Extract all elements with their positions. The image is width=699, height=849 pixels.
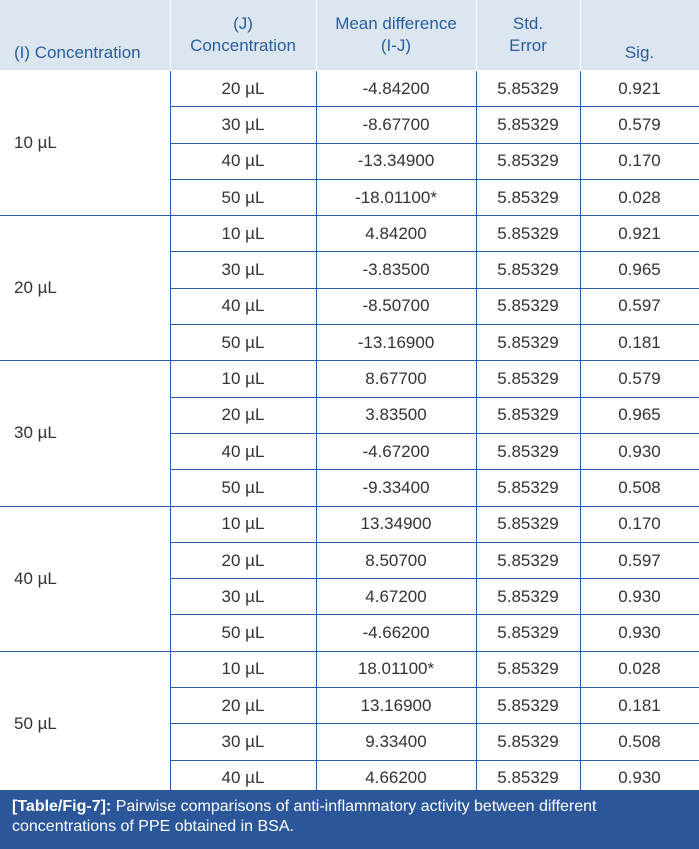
group-label-i-concentration: 50 µL [0, 651, 170, 796]
header-se-line2: Error [509, 36, 547, 55]
cell-j-concentration: 40 µL [170, 143, 316, 179]
cell-std-error: 5.85329 [476, 143, 580, 179]
cell-std-error: 5.85329 [476, 397, 580, 433]
header-mean-difference [316, 0, 476, 71]
cell-j-concentration: 20 µL [170, 397, 316, 433]
cell-mean-difference: -3.83500 [316, 252, 476, 288]
cell-sig: 0.579 [580, 107, 699, 143]
cell-j-concentration: 20 µL [170, 688, 316, 724]
cell-sig: 0.181 [580, 688, 699, 724]
table-body [0, 71, 699, 797]
group-label-i-concentration: 10 µL [0, 71, 170, 216]
cell-j-concentration: 30 µL [170, 252, 316, 288]
cell-sig: 0.930 [580, 433, 699, 469]
group-label-i-concentration: 30 µL [0, 361, 170, 506]
cell-std-error: 5.85329 [476, 361, 580, 397]
cell-j-concentration: 10 µL [170, 506, 316, 542]
cell-mean-difference: -8.67700 [316, 107, 476, 143]
cell-mean-difference: 3.83500 [316, 397, 476, 433]
caption-text: Pairwise comparisons of anti-inflammatory activity between different concentrations of PPE obtained in BSA. [12, 798, 597, 835]
cell-mean-difference: 4.84200 [316, 216, 476, 252]
cell-std-error: 5.85329 [476, 760, 580, 796]
cell-mean-difference: -9.33400 [316, 470, 476, 506]
table-row [0, 361, 699, 397]
cell-mean-difference: -4.66200 [316, 615, 476, 651]
cell-std-error: 5.85329 [476, 470, 580, 506]
cell-std-error: 5.85329 [476, 724, 580, 760]
group-label-i-concentration: 40 µL [0, 506, 170, 651]
cell-sig: 0.170 [580, 143, 699, 179]
table-row [0, 506, 699, 542]
header-mean-line1: Mean difference [335, 14, 457, 33]
cell-sig: 0.921 [580, 216, 699, 252]
cell-mean-difference: -4.67200 [316, 433, 476, 469]
cell-j-concentration: 50 µL [170, 615, 316, 651]
cell-std-error: 5.85329 [476, 216, 580, 252]
cell-sig: 0.965 [580, 252, 699, 288]
cell-j-concentration: 30 µL [170, 107, 316, 143]
cell-std-error: 5.85329 [476, 325, 580, 361]
cell-std-error: 5.85329 [476, 651, 580, 687]
cell-sig: 0.028 [580, 179, 699, 215]
figure-caption [0, 790, 699, 849]
header-se-line1: Std. [512, 14, 544, 33]
cell-mean-difference: 9.33400 [316, 724, 476, 760]
cell-j-concentration: 10 µL [170, 651, 316, 687]
cell-mean-difference: -8.50700 [316, 288, 476, 324]
header-i-concentration: (I) Concentration [0, 0, 170, 71]
cell-mean-difference: -13.34900 [316, 143, 476, 179]
cell-mean-difference: -18.01100* [316, 179, 476, 215]
header-std-error [476, 0, 580, 71]
cell-std-error: 5.85329 [476, 71, 580, 107]
group-label-i-concentration: 20 µL [0, 216, 170, 361]
cell-j-concentration: 30 µL [170, 724, 316, 760]
cell-mean-difference: 8.50700 [316, 542, 476, 578]
table-header [0, 0, 699, 71]
cell-j-concentration: 50 µL [170, 470, 316, 506]
cell-j-concentration: 50 µL [170, 325, 316, 361]
cell-sig: 0.579 [580, 361, 699, 397]
cell-std-error: 5.85329 [476, 688, 580, 724]
cell-mean-difference: 18.01100* [316, 651, 476, 687]
cell-j-concentration: 20 µL [170, 71, 316, 107]
header-sig: Sig. [580, 0, 699, 71]
cell-sig: 0.508 [580, 470, 699, 506]
cell-j-concentration: 20 µL [170, 542, 316, 578]
table-row [0, 71, 699, 107]
cell-j-concentration: 30 µL [170, 579, 316, 615]
cell-std-error: 5.85329 [476, 107, 580, 143]
cell-std-error: 5.85329 [476, 542, 580, 578]
header-row [0, 0, 699, 71]
cell-sig: 0.508 [580, 724, 699, 760]
cell-j-concentration: 50 µL [170, 179, 316, 215]
cell-mean-difference: 4.66200 [316, 760, 476, 796]
cell-sig: 0.930 [580, 760, 699, 796]
header-j-line1: (J) [233, 14, 253, 33]
cell-sig: 0.597 [580, 542, 699, 578]
cell-std-error: 5.85329 [476, 579, 580, 615]
cell-j-concentration: 10 µL [170, 361, 316, 397]
cell-j-concentration: 40 µL [170, 760, 316, 796]
cell-mean-difference: -13.16900 [316, 325, 476, 361]
caption-label: [Table/Fig-7]: [12, 798, 112, 815]
cell-sig: 0.181 [580, 325, 699, 361]
table-row [0, 651, 699, 687]
cell-mean-difference: 13.16900 [316, 688, 476, 724]
cell-j-concentration: 40 µL [170, 288, 316, 324]
cell-sig: 0.597 [580, 288, 699, 324]
cell-std-error: 5.85329 [476, 252, 580, 288]
cell-sig: 0.930 [580, 579, 699, 615]
header-j-line2: Concentration [190, 36, 296, 55]
cell-std-error: 5.85329 [476, 615, 580, 651]
cell-j-concentration: 10 µL [170, 216, 316, 252]
header-j-concentration [170, 0, 316, 71]
cell-std-error: 5.85329 [476, 506, 580, 542]
cell-sig: 0.170 [580, 506, 699, 542]
cell-std-error: 5.85329 [476, 433, 580, 469]
cell-mean-difference: -4.84200 [316, 71, 476, 107]
table-row [0, 216, 699, 252]
cell-mean-difference: 4.67200 [316, 579, 476, 615]
cell-mean-difference: 13.34900 [316, 506, 476, 542]
cell-mean-difference: 8.67700 [316, 361, 476, 397]
cell-j-concentration: 40 µL [170, 433, 316, 469]
cell-sig: 0.028 [580, 651, 699, 687]
cell-sig: 0.921 [580, 71, 699, 107]
cell-std-error: 5.85329 [476, 179, 580, 215]
cell-std-error: 5.85329 [476, 288, 580, 324]
cell-sig: 0.965 [580, 397, 699, 433]
header-mean-line2: (I-J) [380, 36, 412, 55]
cell-sig: 0.930 [580, 615, 699, 651]
